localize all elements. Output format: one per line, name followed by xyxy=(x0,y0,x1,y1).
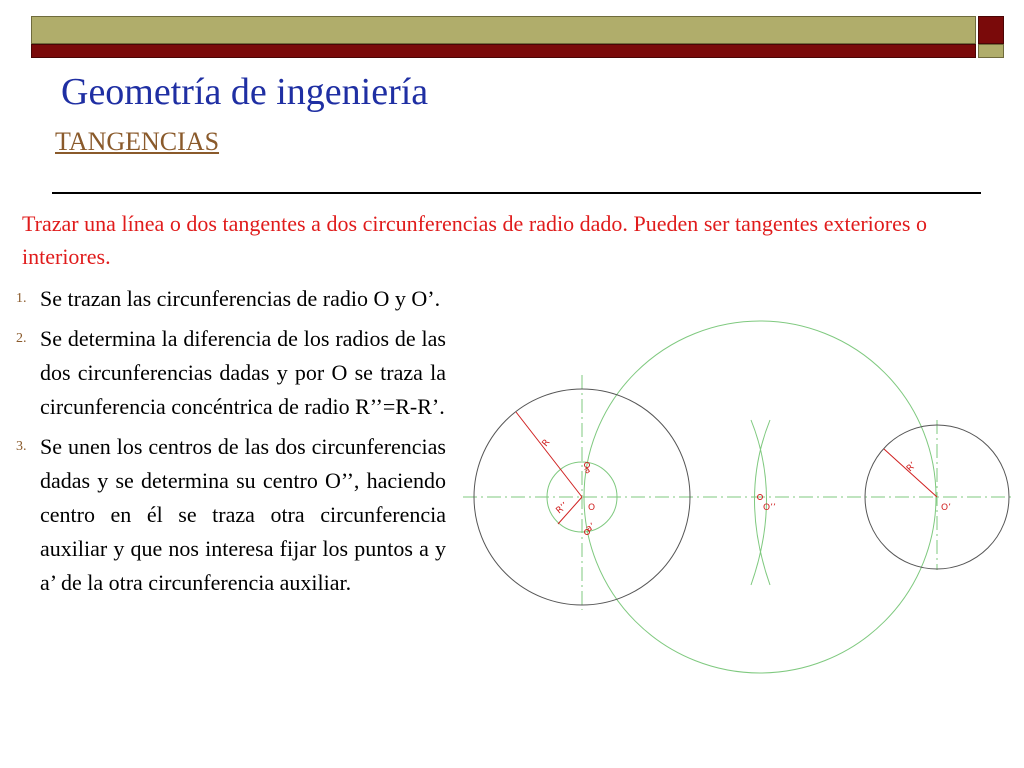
step-number: 1. xyxy=(16,291,27,306)
step-text: Se trazan las circunferencias de radio O y O’. xyxy=(40,286,441,311)
label-r-prime: R’ xyxy=(905,460,919,475)
header-corner-square-dark xyxy=(978,16,1004,44)
label-r-double: R’’ xyxy=(554,500,571,517)
label-a-prime: a’ xyxy=(584,521,597,535)
step-text: Se unen los centros de las dos circunferencias dadas y se determina su centro O’’, haciendo centro en él se traza otra circunferencia auxiliar y que nos interesa fijar los puntos a y a’ de la otra circunferencia auxiliar. xyxy=(40,434,446,595)
label-a: a xyxy=(582,465,593,477)
label-o-prime: O’ xyxy=(941,503,951,513)
header-corner-square-olive xyxy=(978,44,1004,58)
step-item xyxy=(16,322,446,424)
label-o: O xyxy=(588,503,596,513)
label-r: R xyxy=(540,437,553,449)
slide-title: Geometría de ingeniería xyxy=(61,71,429,113)
header-bar-olive xyxy=(31,16,976,44)
step-item xyxy=(16,282,446,316)
title-divider xyxy=(52,192,981,194)
step-text: Se determina la diferencia de los radios de las dos circunferencias dadas y por O se traza la circunferencia concéntrica de radio R’’=R-R’. xyxy=(40,326,446,419)
steps-list xyxy=(16,282,446,606)
step-item xyxy=(16,430,446,600)
tangency-diagram xyxy=(455,310,1015,760)
header-bar-dark xyxy=(31,44,976,58)
slide-subtitle: TANGENCIAS xyxy=(55,127,220,156)
step-number: 2. xyxy=(16,331,27,346)
step-number: 3. xyxy=(16,439,27,454)
label-o-double: O’’ xyxy=(763,503,776,513)
intro-text: Trazar una línea o dos tangentes a dos circunferencias de radio dado. Pueden ser tangentes exteriores o interiores. xyxy=(22,211,927,269)
